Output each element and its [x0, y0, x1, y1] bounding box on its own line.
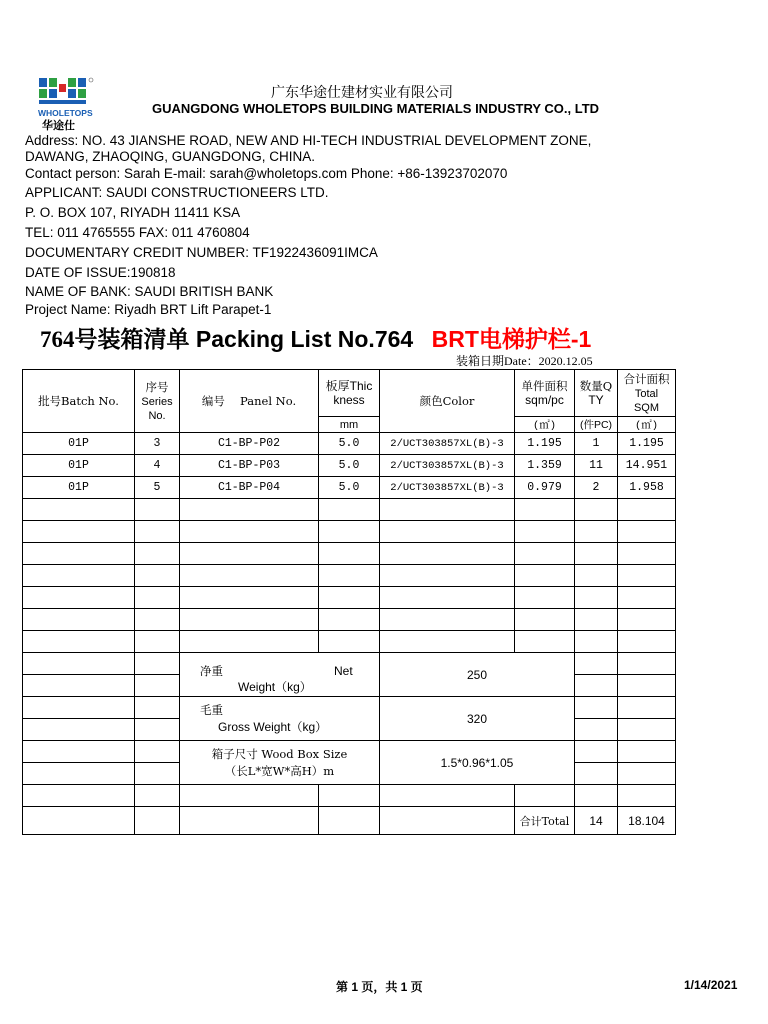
header-total-unit: (㎡)	[618, 417, 676, 433]
cell-unit-area: 1.359	[515, 455, 575, 477]
header-thickness: 板厚Thic kness	[319, 370, 380, 417]
svg-text:华途仕: 华途仕	[42, 119, 75, 132]
svg-text:WHOLETOPS: WHOLETOPS	[38, 108, 93, 118]
header-total-sqm: 合计面积 Total SQM	[618, 370, 676, 417]
cell-batch: 01P	[23, 477, 135, 499]
totals-label: 合计Total	[515, 807, 575, 835]
header-qty-unit: (件PC)	[575, 417, 618, 433]
issue-date-line: DATE OF ISSUE:190818	[25, 265, 176, 280]
tel-fax-line: TEL: 011 4765555 FAX: 011 4760804	[25, 225, 250, 240]
company-name-en: GUANGDONG WHOLETOPS BUILDING MATERIALS INDUSTRY CO., LTD	[152, 101, 600, 116]
po-box-line: P. O. BOX 107, RIYADH 11411 KSA	[25, 205, 241, 220]
contact-line: Contact person: Sarah E-mail: sarah@wholetops.com Phone: +86-13923702070	[25, 166, 508, 181]
gross-weight-label: 毛重 Gross Weight（kg）	[180, 697, 380, 741]
table-row	[23, 455, 676, 477]
header-thickness-unit: mm	[319, 417, 380, 433]
packing-table	[22, 369, 676, 835]
cell-thickness: 5.0	[319, 477, 380, 499]
address-line-2: DAWANG, ZHAOQING, GUANGDONG, CHINA.	[25, 149, 316, 164]
cell-panel: C1-BP-P04	[180, 477, 319, 499]
company-name-cn: 广东华途仕建材实业有限公司	[271, 84, 453, 100]
header-unit-area-unit: (㎡)	[515, 417, 575, 433]
cell-panel: C1-BP-P03	[180, 455, 319, 477]
empty-row	[23, 631, 676, 653]
empty-row	[23, 785, 676, 807]
empty-row	[23, 609, 676, 631]
project-name-line: Project Name: Riyadh BRT Lift Parapet-1	[25, 302, 272, 317]
title-cn: 764号装箱清单	[40, 327, 190, 352]
cell-qty: 2	[575, 477, 618, 499]
cell-qty: 1	[575, 433, 618, 455]
cell-series: 5	[135, 477, 180, 499]
box-size-label: 箱子尺寸 Wood Box Size （长L*宽W*高H）m	[180, 741, 380, 785]
net-weight-value: 250	[380, 653, 575, 697]
empty-row	[23, 499, 676, 521]
address-line-1: Address: NO. 43 JIANSHE ROAD, NEW AND HI-TECH INDUSTRIAL DEVELOPMENT ZONE,	[25, 133, 592, 148]
header-series: 序号 Series No.	[135, 370, 180, 433]
header-batch: 批号Batch No.	[23, 370, 135, 433]
header-panel: 编号 Panel No.	[180, 370, 319, 433]
cell-series: 4	[135, 455, 180, 477]
page-number: 第 1 页，共 1 页	[336, 980, 423, 994]
net-weight-label: 净重 Net Weight（kg）	[180, 653, 380, 697]
cell-series: 3	[135, 433, 180, 455]
cell-thickness: 5.0	[319, 455, 380, 477]
totals-row	[23, 807, 676, 835]
totals-qty: 14	[575, 807, 618, 835]
cell-color: 2/UCT303857XL(B)-3	[380, 455, 515, 477]
empty-row	[23, 521, 676, 543]
header-color: 颜色Color	[380, 370, 515, 433]
cell-batch: 01P	[23, 455, 135, 477]
bank-line: NAME OF BANK: SAUDI BRITISH BANK	[25, 284, 274, 299]
cell-panel: C1-BP-P02	[180, 433, 319, 455]
packing-list-title	[40, 321, 591, 354]
header-unit-area: 单件面积 sqm/pc	[515, 370, 575, 417]
cell-total: 1.958	[618, 477, 676, 499]
cell-thickness: 5.0	[319, 433, 380, 455]
empty-row	[23, 543, 676, 565]
cell-unit-area: 0.979	[515, 477, 575, 499]
table-row	[23, 433, 676, 455]
cell-color: 2/UCT303857XL(B)-3	[380, 433, 515, 455]
cell-total: 14.951	[618, 455, 676, 477]
empty-row	[23, 587, 676, 609]
box-size-value: 1.5*0.96*1.05	[380, 741, 575, 785]
cell-total: 1.195	[618, 433, 676, 455]
credit-number-line: DOCUMENTARY CREDIT NUMBER: TF1922436091IMCA	[25, 245, 378, 260]
applicant-line: APPLICANT: SAUDI CONSTRUCTIONEERS LTD.	[25, 185, 329, 200]
header-qty: 数量Q TY	[575, 370, 618, 417]
title-project: BRT电梯护栏-1	[431, 326, 592, 352]
cell-qty: 11	[575, 455, 618, 477]
title-en: Packing List No.764	[195, 326, 414, 352]
cell-unit-area: 1.195	[515, 433, 575, 455]
gross-weight-value: 320	[380, 697, 575, 741]
packing-date: 装箱日期Date：2020.12.05	[456, 354, 593, 368]
cell-color: 2/UCT303857XL(B)-3	[380, 477, 515, 499]
print-date: 1/14/2021	[684, 978, 738, 992]
totals-sqm: 18.104	[618, 807, 676, 835]
cell-batch: 01P	[23, 433, 135, 455]
empty-row	[23, 565, 676, 587]
table-row	[23, 477, 676, 499]
